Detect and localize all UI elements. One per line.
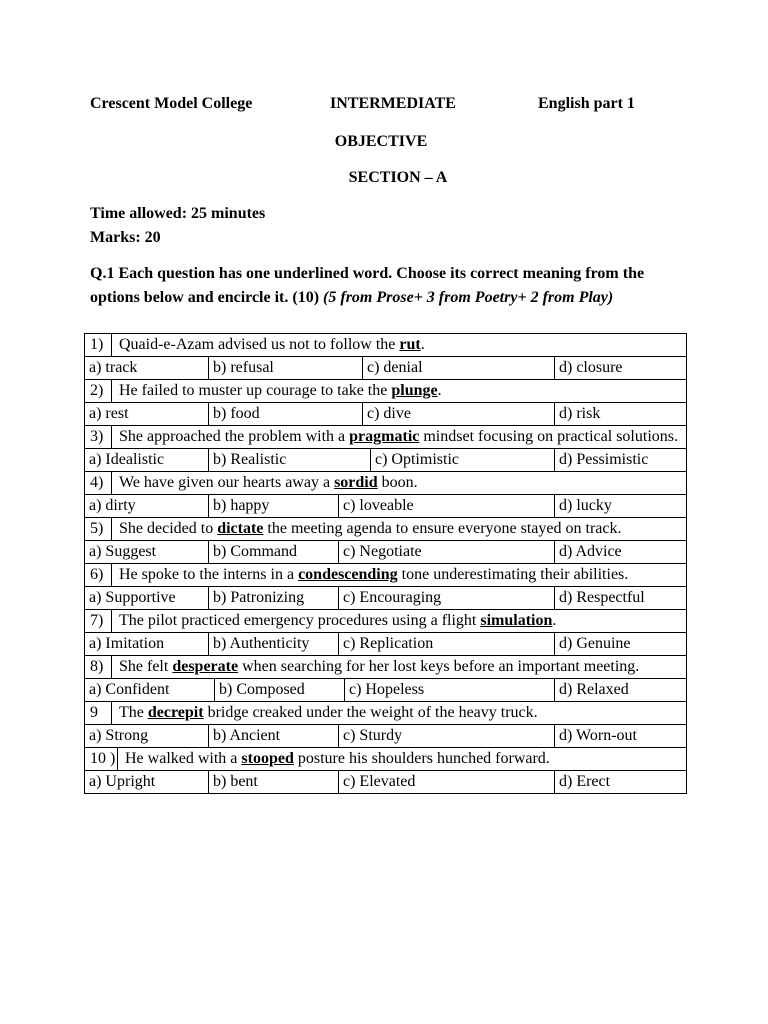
underlined-word: pragmatic (349, 428, 420, 445)
underlined-word: condescending (298, 566, 398, 583)
option-d[interactable]: d) Relaxed (559, 681, 629, 698)
time-allowed: Time allowed: 25 minutes (90, 205, 266, 222)
question-number: 4) (85, 472, 112, 494)
question-text-before: He failed to muster up courage to take the (119, 382, 392, 399)
question-text (112, 656, 639, 678)
question-row (85, 518, 687, 541)
question-text-after: the meeting agenda to ensure everyone stayed on track. (263, 520, 622, 537)
option-c[interactable]: c) Elevated (339, 771, 555, 793)
option-b[interactable]: b) happy (209, 495, 339, 517)
question-text-before: He spoke to the interns in a (119, 566, 299, 583)
question-number: 10 ) (85, 748, 118, 770)
option-c[interactable]: c) Replication (339, 633, 555, 655)
option-d[interactable]: d) risk (559, 405, 601, 422)
option-c[interactable]: c) dive (363, 403, 555, 425)
question-text-after: boon. (377, 474, 418, 491)
question-text (112, 334, 425, 356)
option-c[interactable]: c) denial (363, 357, 555, 379)
underlined-word: dictate (217, 520, 264, 537)
question-text-after: tone underestimating their abilities. (397, 566, 629, 583)
options-row (85, 587, 687, 610)
underlined-word: sordid (334, 474, 378, 491)
question-row (85, 472, 687, 495)
option-c[interactable]: c) Optimistic (371, 449, 555, 471)
question-text-before: She approached the problem with a (119, 428, 350, 445)
question-text-after: when searching for her lost keys before an important meeting. (238, 658, 640, 675)
question-number: 2) (85, 380, 112, 402)
question-text (112, 702, 538, 724)
option-d[interactable]: d) Pessimistic (559, 451, 649, 468)
question-row (85, 334, 687, 357)
question-number: 9 (85, 702, 112, 724)
question-text (112, 426, 678, 448)
underlined-word: stooped (241, 750, 294, 767)
options-row (85, 403, 687, 426)
question-text-after: . (552, 612, 557, 629)
question-text (112, 380, 442, 402)
option-a[interactable]: a) Upright (85, 771, 209, 793)
question-row (85, 380, 687, 403)
option-a[interactable]: a) dirty (85, 495, 209, 517)
options-row (85, 357, 687, 380)
subject-label: English part 1 (538, 95, 635, 112)
question-text-after: bridge creaked under the weight of the heavy truck. (203, 704, 538, 721)
question-text-before: Quaid-e-Azam advised us not to follow the (119, 336, 400, 353)
underlined-word: rut (399, 336, 421, 353)
question-instruction (90, 262, 680, 310)
option-a[interactable]: a) Suggest (85, 541, 209, 563)
question-text (112, 564, 628, 586)
question-text-before: She decided to (119, 520, 218, 537)
option-d[interactable]: d) Genuine (559, 635, 631, 652)
college-name: Crescent Model College (90, 95, 253, 112)
option-a[interactable]: a) Supportive (85, 587, 209, 609)
question-number: 3) (85, 426, 112, 448)
option-b[interactable]: b) Patronizing (209, 587, 339, 609)
question-text (118, 748, 550, 770)
question-text (112, 518, 621, 540)
option-d[interactable]: d) Erect (559, 773, 611, 790)
option-b[interactable]: b) Authenticity (209, 633, 339, 655)
option-b[interactable]: b) refusal (209, 357, 363, 379)
underlined-word: decrepit (147, 704, 204, 721)
option-b[interactable]: b) Composed (215, 679, 345, 701)
question-text-before: She felt (119, 658, 173, 675)
question-row (85, 702, 687, 725)
section-title: SECTION – A (348, 169, 448, 186)
marks: Marks: 20 (90, 229, 161, 246)
underlined-word: desperate (172, 658, 239, 675)
question-row (85, 610, 687, 633)
option-a[interactable]: a) Strong (85, 725, 209, 747)
option-d[interactable]: d) lucky (559, 497, 612, 514)
option-d[interactable]: d) Worn-out (559, 727, 637, 744)
options-row (85, 541, 687, 564)
question-text-after: mindset focusing on practical solutions. (419, 428, 678, 445)
question-number: 5) (85, 518, 112, 540)
question-text-before: The (119, 704, 148, 721)
question-row (85, 426, 687, 449)
question-number: 7) (85, 610, 112, 632)
question-text (112, 472, 418, 494)
option-d[interactable]: d) closure (559, 359, 623, 376)
option-c[interactable]: c) Negotiate (339, 541, 555, 563)
options-row (85, 449, 687, 472)
question-text-after: . (420, 336, 425, 353)
option-b[interactable]: b) Ancient (209, 725, 339, 747)
option-c[interactable]: c) Encouraging (339, 587, 555, 609)
option-b[interactable]: b) food (209, 403, 363, 425)
option-b[interactable]: b) Command (209, 541, 339, 563)
level-label: INTERMEDIATE (330, 95, 456, 112)
option-a[interactable]: a) Imitation (85, 633, 209, 655)
option-c[interactable]: c) Sturdy (339, 725, 555, 747)
option-a[interactable]: a) rest (85, 403, 209, 425)
option-b[interactable]: b) bent (209, 771, 339, 793)
option-a[interactable]: a) Confident (85, 679, 215, 701)
option-a[interactable]: a) Idealistic (85, 449, 209, 471)
question-row (85, 564, 687, 587)
options-row (85, 679, 687, 702)
options-row (85, 725, 687, 748)
question-number: 6) (85, 564, 112, 586)
question-number: 8) (85, 656, 112, 678)
question-text (112, 610, 556, 632)
option-c[interactable]: c) Hopeless (345, 679, 555, 701)
option-d[interactable]: d) Advice (559, 543, 622, 560)
question-text-after: . (437, 382, 442, 399)
underlined-word: simulation (480, 612, 553, 629)
paper-type-title: OBJECTIVE (334, 133, 428, 150)
question-text-before: He walked with a (125, 750, 242, 767)
option-d[interactable]: d) Respectful (559, 589, 645, 606)
underlined-word: plunge (391, 382, 438, 399)
question-text-before: We have given our hearts away a (119, 474, 335, 491)
question-text-after: posture his shoulders hunched forward. (293, 750, 550, 767)
options-row (85, 633, 687, 656)
mcq-table (84, 333, 687, 794)
question-row (85, 656, 687, 679)
option-a[interactable]: a) track (85, 357, 209, 379)
instruction-text: Q.1 Each question has one underlined word. Choose its correct meaning from the options below and encircle it. (10) (90, 265, 645, 306)
option-c[interactable]: c) loveable (339, 495, 555, 517)
options-row (85, 495, 687, 518)
question-text-before: The pilot practiced emergency procedures using a flight (119, 612, 481, 629)
option-b[interactable]: b) Realistic (209, 449, 371, 471)
instruction-note: (5 from Prose+ 3 from Poetry+ 2 from Play) (323, 289, 614, 306)
question-row (85, 748, 687, 771)
question-number: 1) (85, 334, 112, 356)
options-row (85, 771, 687, 794)
